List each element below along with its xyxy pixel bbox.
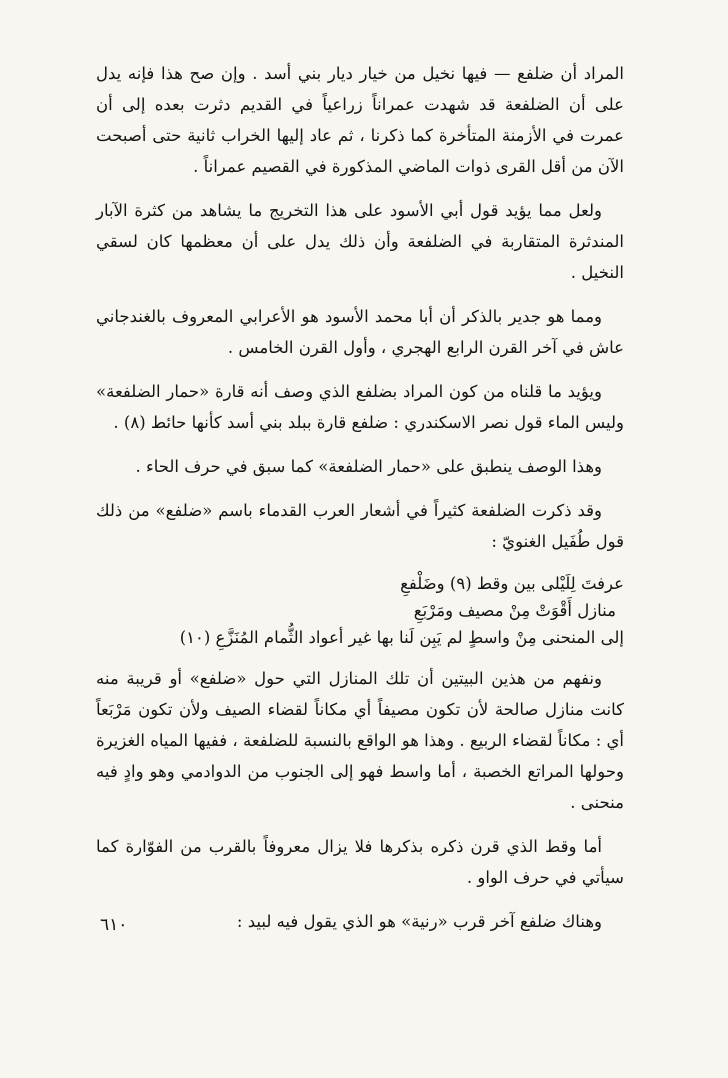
paragraph-1: المراد أن ضلفع — فيها نخيل من خيار ديار بني أسد . وإن صح هذا فإنه يدل على أن الضلفعة قد شهدت عمراناً زراعياً في القديم دثرت بعده إلى أن عمرت في الأزمنة المتأخرة كما ذكرنا ، ثم عاد إليها الخراب ثانية حتى أصبحت الآن من أقل القرى ذوات الماضي المذكورة في القصيم عمراناً . [96,64,624,176]
poem-line-3: إلى المنحنى مِنْ واسطٍ لم يَبِن لَنا بها غير أعواد الثُّمام المُنَزَّعِ (١٠) [179,628,624,647]
page-number: ٦١٠ [100,915,128,935]
paragraph-6: وقد ذكرت الضلفعة كثيراً في أشعار العرب القدماء باسم «ضلفع» من ذلك قول طُفَيل الغنويّ : [96,501,624,551]
poem-verses [96,570,624,651]
paragraph-9: وهناك ضلفع آخر قرب «رنية» هو الذي يقول فيه لبيد : [236,912,602,931]
paragraph-5: وهذا الوصف ينطبق على «حمار الضلفعة» كما سبق في حرف الحاء . [135,457,602,476]
poem-line-2: منازل أَقْوَتْ مِنْ مصيف ومَرْبَعِ [413,601,616,620]
paragraph-8: أما وقط الذي قرن ذكره بذكرها فلا يزال معروفاً بالقرب من الفوّارة كما سيأتي في حرف الواو . [96,837,624,887]
paragraph-7: ونفهم من هذين البيتين أن تلك المنازل التي حول «ضلفع» أو قريبة منه كانت منازل صالحة لأن تكون مصيفاً أي مكاناً لقضاء الصيف ولأن تكون مَرْبَعاً أي : مكاناً لقضاء الربيع . وهذا هو الواقع بالنسبة للضلفعة ، ففيها المياه الغزيرة وحولها المراتع الخصبة ، أما واسط فهو إلى الجنوب من الدوادمي وهو وادٍ فيه منحنى . [96,669,624,812]
poem-line-1: عرفتَ لِلَيْلى بين وقط (٩) وضَلْفعِ [400,574,624,593]
paragraph-3: ومما هو جدير بالذكر أن أبا محمد الأسود هو الأعرابي المعروف بالغندجاني عاش في آخر القرن الرابع الهجري ، وأول القرن الخامس . [96,307,624,357]
paragraph-4: ويؤيد ما قلناه من كون المراد بضلفع الذي وصف أنه قارة «حمار الضلفعة» وليس الماء قول نصر الاسكندري : ضلفع قارة ببلد بني أسد كأنها حائط (٨) . [96,382,624,432]
paragraph-2: ولعل مما يؤيد قول أبي الأسود على هذا التخريج ما يشاهد من كثرة الآبار المندثرة المتقاربة في الضلفعة وأن ذلك يدل على أن معظمها كان لسقي النخيل . [96,201,624,282]
